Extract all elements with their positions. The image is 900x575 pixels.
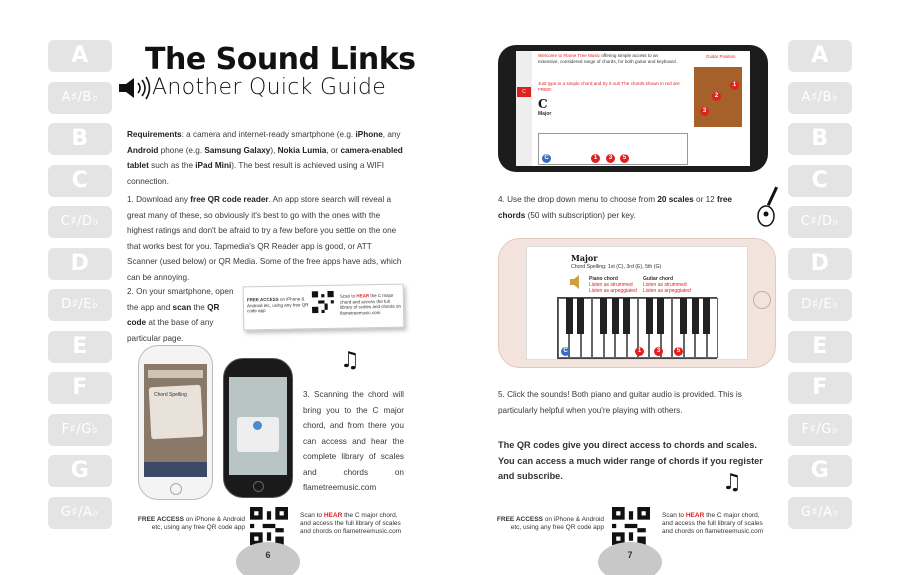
music-notes-icon: ♫ xyxy=(722,470,742,495)
summary-paragraph: The QR codes give you direct access to chords and scales. You can access a much wider range of chords if you register and subscribe. xyxy=(498,440,763,481)
landscape-phone-image-1 xyxy=(498,45,768,172)
footer-qr-code[interactable] xyxy=(250,507,288,545)
key-tab-10: G xyxy=(788,455,852,487)
key-tab-6: D♯/E♭ xyxy=(48,289,112,321)
landscape-phone-image-2 xyxy=(498,238,776,368)
key-tab-9: F♯/G♭ xyxy=(48,414,112,446)
black-key[interactable] xyxy=(692,298,699,334)
key-tab-5: D xyxy=(788,248,852,280)
black-key[interactable] xyxy=(623,298,630,334)
key-tab-5: D xyxy=(48,248,112,280)
key-tab-11: G♯/A♭ xyxy=(788,497,852,529)
card-free-access: FREE ACCESS on iPhone & Android etc, using any free QR code app xyxy=(246,296,309,314)
page-number: 7 xyxy=(598,542,662,575)
key-tab-2: B xyxy=(48,123,112,155)
left-key-tabs xyxy=(48,40,112,538)
qr-code[interactable] xyxy=(312,291,334,313)
key-tab-8: F xyxy=(788,372,852,404)
key-tab-0: A xyxy=(48,40,112,72)
black-key[interactable] xyxy=(566,298,573,334)
key-tab-0: A xyxy=(788,40,852,72)
key-tab-6: D♯/E♭ xyxy=(788,289,852,321)
phone-screen: Chord Spelling xyxy=(144,364,207,477)
qr-example-card xyxy=(243,284,405,331)
footer-free-access: FREE ACCESS on iPhone & Android etc, using any free QR code app xyxy=(137,516,245,531)
black-key[interactable] xyxy=(657,298,664,334)
black-key[interactable] xyxy=(703,298,710,334)
phone-screen: C Welcome to Flame Tree Music offering simple access to an extensive, considered range of chords, for both guitar and keyboard. Just type in a simple chord and try it out! The chords shown in red are FREE! C Major Guitar Position 2 1 3 C 1 3 5 xyxy=(516,51,750,166)
step-4-paragraph: 4. Use the drop down menu to choose from 20 scales or 12 free chords (50 with subscription) per key. xyxy=(498,195,732,220)
key-tab-4: C♯/D♭ xyxy=(788,206,852,238)
speaker-icon xyxy=(569,275,589,289)
black-key[interactable] xyxy=(680,298,687,334)
piano-chord-block: Piano chord Listen as strummed Listen as arpeggiated xyxy=(589,276,637,294)
card-scan-note: Scan to HEAR the C major chord and access the full library of scales and chords on flametreemusic.com xyxy=(339,292,402,316)
black-key[interactable] xyxy=(646,298,653,334)
black-key[interactable] xyxy=(600,298,607,334)
key-tab-7: E xyxy=(788,331,852,363)
black-key[interactable] xyxy=(577,298,584,334)
speaker-icon xyxy=(118,76,152,100)
footer-qr-code[interactable] xyxy=(612,507,650,545)
page-number: 6 xyxy=(236,542,300,575)
key-tab-4: C♯/D♭ xyxy=(48,206,112,238)
right-key-tabs xyxy=(788,40,852,538)
key-tab-1: A♯/B♭ xyxy=(788,82,852,114)
guitar-chord-block: Guitar chord Listen as strummed Listen as arpeggiated xyxy=(643,276,691,294)
key-tab-3: C xyxy=(788,165,852,197)
key-tab-8: F xyxy=(48,372,112,404)
step-1-paragraph: 1. Download any free QR code reader. An app store search will reveal a great many of these, so obviously it's best to go with the ones with the highest ratings and don't be afraid to try a few before you settle on the one that works best for you. Tapmedia's QR Reader app is good, or ATT Scanner (used below) or QR Media. Some of the free apps have ads, which can be annoying. xyxy=(127,195,402,282)
music-notes-icon: ♫ xyxy=(340,348,360,373)
step-5-paragraph: 5. Click the sounds! Both piano and guitar audio is provided. This is particularly helpful when you're playing with others. xyxy=(498,390,742,415)
key-tab-2: B xyxy=(788,123,852,155)
page-subtitle: Another Quick Guide xyxy=(152,75,387,100)
footer-scan-note: Scan to HEAR the C major chord, and access the full library of scales and chords on flametreemusic.com xyxy=(300,512,402,535)
step-3-paragraph: 3. Scanning the chord will bring you to the C major chord, and from there you can access and hear the complete library of scales and chords on flametreemusic.com xyxy=(303,390,404,492)
key-tab-11: G♯/A♭ xyxy=(48,497,112,529)
key-tab-9: F♯/G♭ xyxy=(788,414,852,446)
key-tab-1: A♯/B♭ xyxy=(48,82,112,114)
footer-scan-note: Scan to HEAR the C major chord, and access the full library of scales and chords on flametreemusic.com xyxy=(662,512,764,535)
key-tab-7: E xyxy=(48,331,112,363)
footer-free-access: FREE ACCESS on iPhone & Android etc, using any free QR code app xyxy=(496,516,604,531)
phone-screen xyxy=(229,377,287,475)
phone-screen: Major Chord Spelling: 1st (C), 3rd (E), 5th (G) Piano chord Listen as strummed Listen as arpeggiated Guitar chord Listen as strummed Listen as arpeggiated C 1 3 5 xyxy=(526,246,748,360)
black-phone-image xyxy=(223,358,293,498)
page-title: The Sound Links xyxy=(145,42,416,77)
white-phone-image xyxy=(138,345,213,500)
black-key[interactable] xyxy=(612,298,619,334)
key-tab-10: G xyxy=(48,455,112,487)
requirements-paragraph: Requirements: a camera and internet-ready smartphone (e.g. iPhone, any Android phone (e.g. Samsung Galaxy), Nokia Lumia, or camera-enabled tablet such as the iPad Mini). The best result is achieved using a WIFI connection. xyxy=(127,130,403,186)
step-2-paragraph: 2. On your smartphone, open the app and scan the QR code at the base of any particular page. xyxy=(127,287,234,343)
guitar-icon xyxy=(756,184,780,230)
key-tab-3: C xyxy=(48,165,112,197)
